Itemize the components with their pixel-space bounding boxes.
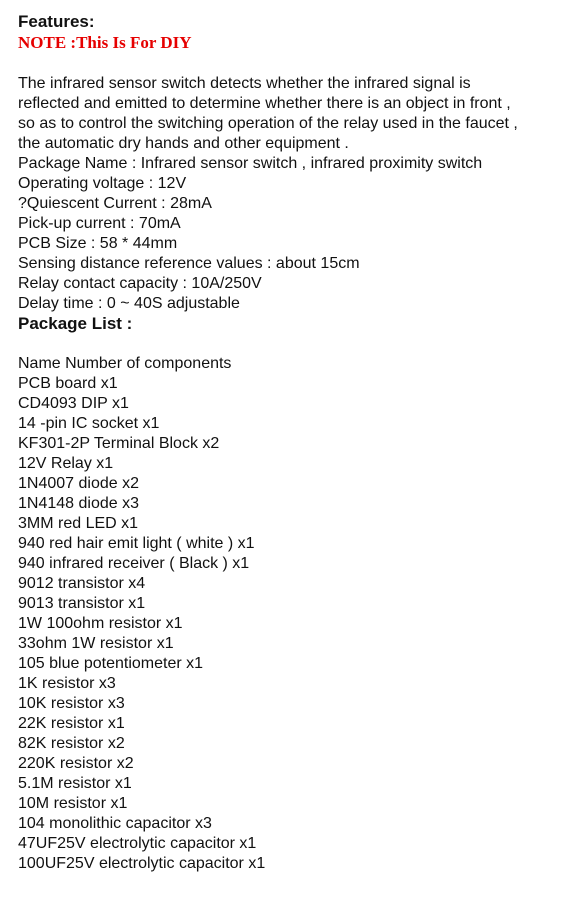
features-heading: Features: (18, 12, 95, 31)
description-line: so as to control the switching operation of the relay used in the faucet , (18, 115, 518, 132)
package-list-heading: Package List : (18, 314, 133, 333)
package-list-item: KF301-2P Terminal Block x2 (18, 435, 220, 452)
package-list-item: 105 blue potentiometer x1 (18, 655, 204, 672)
spacer (18, 334, 563, 354)
package-list-item: 100UF25V electrolytic capacitor x1 (18, 855, 266, 872)
package-list-item: 22K resistor x1 (18, 715, 125, 732)
spacer (18, 54, 563, 74)
package-list-item: 1N4007 diode x2 (18, 475, 139, 492)
package-list-item: 10K resistor x3 (18, 695, 125, 712)
description-line: The infrared sensor switch detects whether the infrared signal is (18, 75, 471, 92)
package-list-item: 104 monolithic capacitor x3 (18, 815, 212, 832)
package-list-item: 3MM red LED x1 (18, 515, 139, 532)
package-list-item: 5.1M resistor x1 (18, 775, 132, 792)
spec-item: Package Name : Infrared sensor switch , infrared proximity switch (18, 155, 483, 172)
package-list-item: 14 -pin IC socket x1 (18, 415, 160, 432)
package-list-item: 47UF25V electrolytic capacitor x1 (18, 835, 257, 852)
spec-item: Delay time : 0 ~ 40S adjustable (18, 295, 240, 312)
description-paragraph (18, 74, 563, 154)
package-list-item: 940 infrared receiver ( Black ) x1 (18, 555, 250, 572)
package-list-item: 9013 transistor x1 (18, 595, 146, 612)
description-line: reflected and emitted to determine whether there is an object in front , (18, 95, 511, 112)
package-list-item: 940 red hair emit light ( white ) x1 (18, 535, 255, 552)
package-list-item: 33ohm 1W resistor x1 (18, 635, 174, 652)
package-list-item: 12V Relay x1 (18, 455, 114, 472)
package-list-item: Name Number of components (18, 355, 232, 372)
package-list-item: 9012 transistor x4 (18, 575, 146, 592)
package-list-item: 1W 100ohm resistor x1 (18, 615, 183, 632)
description-line: the automatic dry hands and other equipment . (18, 135, 349, 152)
spec-item: PCB Size : 58 * 44mm (18, 235, 178, 252)
package-list-item: PCB board x1 (18, 375, 118, 392)
spec-item: Operating voltage : 12V (18, 175, 187, 192)
spec-item: Relay contact capacity : 10A/250V (18, 275, 262, 292)
package-list-item: 10M resistor x1 (18, 795, 128, 812)
package-list (18, 354, 563, 874)
spec-item: Sensing distance reference values : about 15cm (18, 255, 360, 272)
spec-list (18, 154, 563, 314)
package-list-item: 1K resistor x3 (18, 675, 116, 692)
package-list-item: CD4093 DIP x1 (18, 395, 129, 412)
package-list-item: 220K resistor x2 (18, 755, 134, 772)
package-list-item: 82K resistor x2 (18, 735, 125, 752)
diy-note: NOTE :This Is For DIY (18, 33, 192, 52)
package-list-item: 1N4148 diode x3 (18, 495, 139, 512)
spec-item: ?Quiescent Current : 28mA (18, 195, 212, 212)
spec-item: Pick-up current : 70mA (18, 215, 181, 232)
